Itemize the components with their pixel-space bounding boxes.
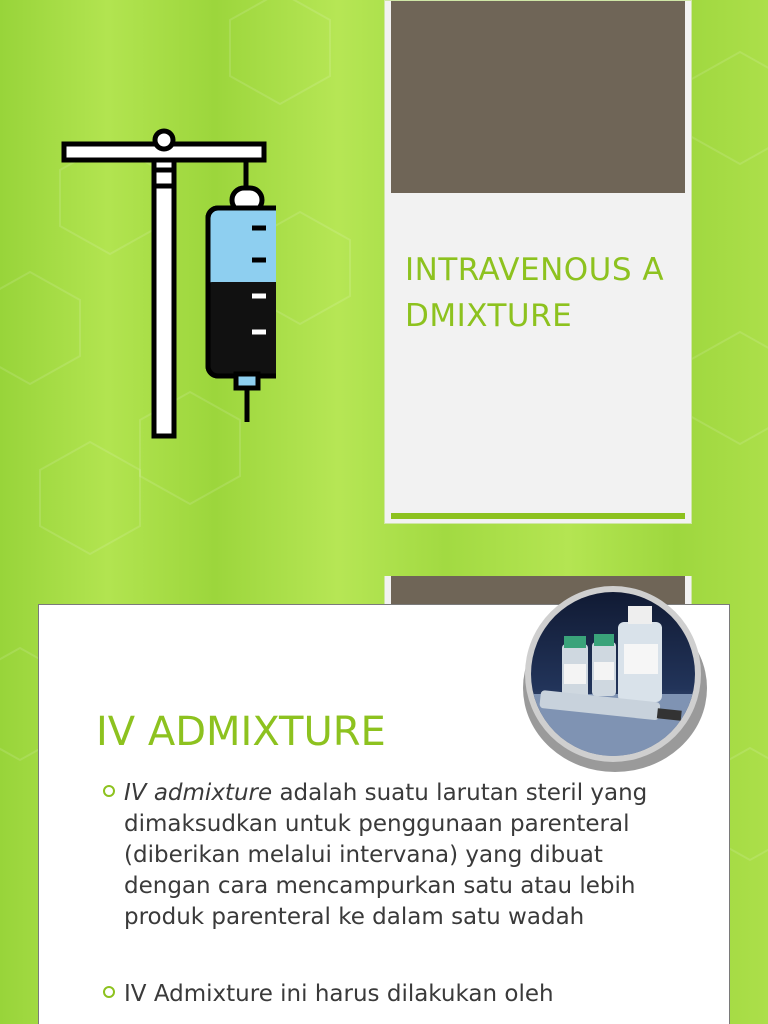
bullet-ring-icon bbox=[103, 785, 115, 797]
bullet-text: adalah suatu larutan steril yang dimaksudkan untuk penggunaan parenteral (diberikan melalui intervana) yang dibuat dengan cara mencampurkan satu atau lebih produk parenteral ke dalam satu wadah bbox=[124, 780, 648, 930]
slide-title: INTRAVENOUS ADMIXTURE bbox=[405, 252, 665, 334]
iv-drip-icon bbox=[56, 126, 276, 446]
title-dark-block bbox=[391, 1, 685, 193]
content-slide bbox=[0, 576, 768, 1024]
title-panel bbox=[384, 0, 692, 524]
bullet-list bbox=[100, 778, 660, 1010]
bullet-ring-icon bbox=[103, 986, 115, 998]
title-accent-bar bbox=[391, 513, 685, 519]
bullet-emphasis: IV admixture bbox=[124, 780, 273, 806]
list-item bbox=[100, 979, 660, 1010]
bullet-text: IV Admixture ini harus dilakukan oleh bbox=[124, 981, 554, 1007]
medicine-vials-photo bbox=[518, 584, 708, 774]
content-heading: IV ADMIXTURE bbox=[96, 709, 386, 755]
list-item bbox=[100, 778, 660, 933]
